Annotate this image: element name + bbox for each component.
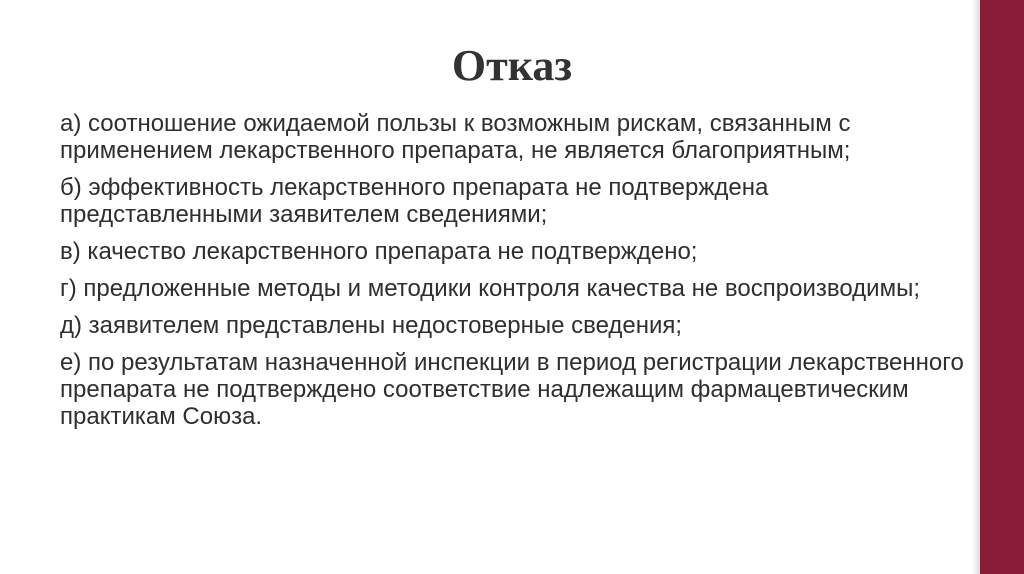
list-item: б) эффективность лекарственного препарата не подтверждена представленными заявителем сведениями; bbox=[60, 174, 769, 228]
list-item: г) предложенные методы и методики контроля качества не воспроизводимы; bbox=[60, 275, 920, 302]
list-item: в) качество лекарственного препарата не подтверждено; bbox=[60, 238, 698, 265]
list-item: а) соотношение ожидаемой пользы к возможным рискам, связанным с применением лекарственного препарата, не является благоприятным; bbox=[60, 110, 851, 164]
slide-title: Отказ bbox=[451, 41, 573, 90]
list-item: е) по результатам назначенной инспекции в период регистрации лекарственного препарата не подтверждено соответствие надлежащим фармацевтическим практикам Союза. bbox=[60, 349, 964, 430]
refusal-reasons-list bbox=[60, 110, 970, 440]
list-item: д) заявителем представлены недостоверные сведения; bbox=[60, 312, 683, 339]
